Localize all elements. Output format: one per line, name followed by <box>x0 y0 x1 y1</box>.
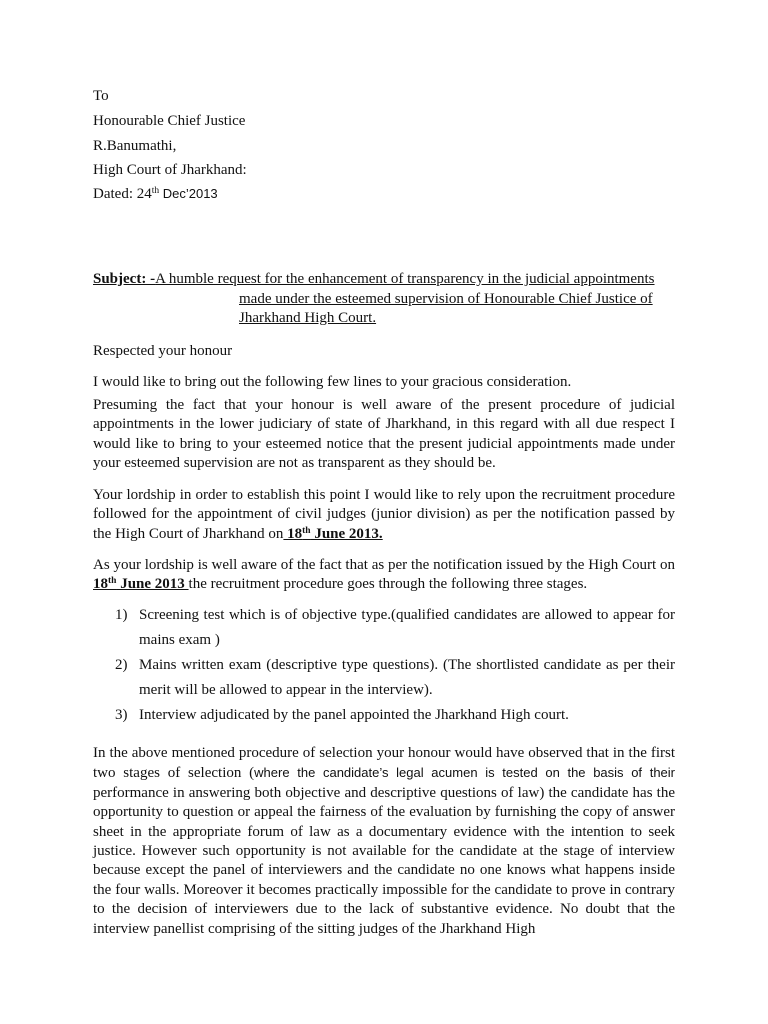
salutation: Respected your honour <box>93 343 233 359</box>
paragraph-4: As your lordship is well aware of the fact that as per the notification issued by the High Court on 18th June 2013 the recruitment procedure goes through the following three stages. <box>93 557 675 593</box>
paragraph-1: I would like to bring out the following few lines to your gracious consideration. <box>93 374 572 390</box>
stages-list <box>115 603 675 728</box>
list-item: 1) Screening test which is of objective type.(qualified candidates are allowed to appear for mains exam ) <box>115 607 675 648</box>
court-line: High Court of Jharkhand: <box>93 162 247 178</box>
paragraph-3: Your lordship in order to establish this point I would like to rely upon the recruitment procedure followed for the appointment of civil judges (junior division) as per the notification passed by the High Court of Jharkhand on 18th June 2013. <box>93 487 675 542</box>
paragraph-2: Presuming the fact that your honour is well aware of the present procedure of judicial appointments in the lower judiciary of state of Jharkhand, in this regard with all due respect I would like to bring to your esteemed notice that the present judicial appointments made under your esteemed supervision are not as transparent as they should be. <box>93 397 675 472</box>
subject-block: Subject: -A humble request for the enhancement of transparency in the judicial appointments made under the esteemed supervision of Honourable Chief Justice of Jharkhand High Court. <box>93 271 655 327</box>
date-line: Dated: 24th Dec’2013 <box>93 186 218 202</box>
name-line: R.Banumathi, <box>93 138 177 154</box>
paragraph-5: In the above mentioned procedure of selection your honour would have observed that in the first two stages of selection (where the candidate’s legal acumen is tested on the basis of their performance in answering both objective and descriptive questions of law) the candidate has the opportunity to question or appeal the fairness of the evaluation by furnishing the copy of answer sheet in the appropriate forum of law as a documentary evidence with the intention to seek justice. However such opportunity is not available for the candidate at the stage of interview because except the panel of interviewers and the candidate no one knows what happens inside the four walls. Moreover it becomes practically impossible for the candidate to prove in contrary to the decision of interviewers due to the lack of substantive evidence. No doubt that the interview panellist comprising of the sitting judges of the Jharkhand High <box>93 745 675 937</box>
addressee-line: Honourable Chief Justice <box>93 113 246 129</box>
to-line: To <box>93 88 109 104</box>
subject-label: Subject: - <box>93 271 156 287</box>
list-item: 3) Interview adjudicated by the panel appointed the Jharkhand High court. <box>115 707 569 723</box>
list-item: 2) Mains written exam (descriptive type questions). (The shortlisted candidate as per their merit will be allowed to appear in the interview). <box>115 657 675 698</box>
